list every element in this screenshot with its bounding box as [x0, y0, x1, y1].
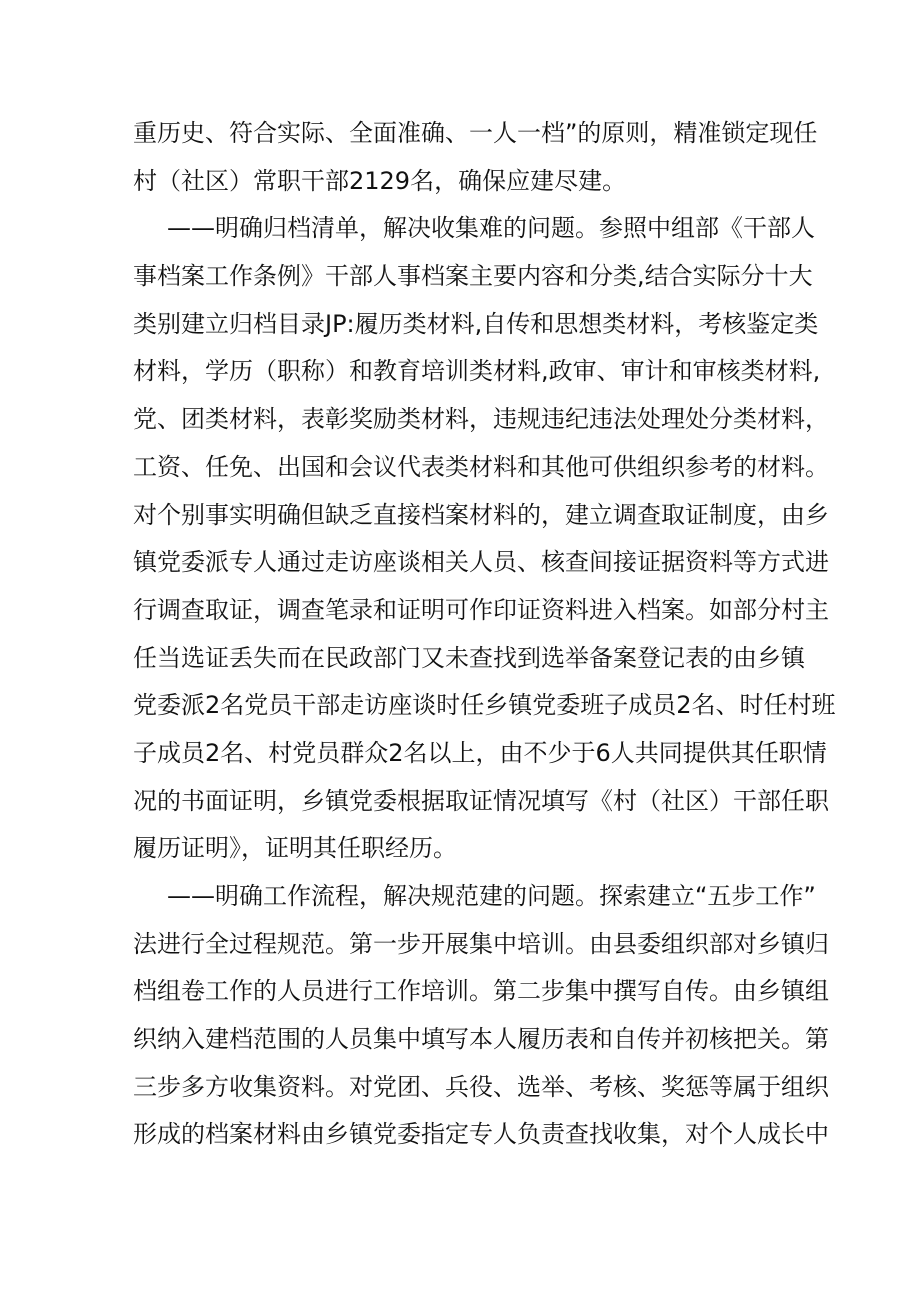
- text-line: 党、团类材料，表彰奖励类材料，违规违纪违法处理处分类材料，: [133, 405, 829, 434]
- text-line: 事档案工作条例》干部人事档案主要内容和分类,结合实际分十大: [133, 262, 813, 291]
- text-line: 工资、任免、出国和会议代表类材料和其他可供组织参考的材料。: [133, 452, 829, 481]
- text-line: 村（社区）常职干部2129名，确保应建尽建。: [133, 166, 627, 195]
- text-line: 镇党委派专人通过走访座谈相关人员、核查间接证据资料等方式进: [133, 548, 829, 577]
- text-line: 行调查取证，调查笔录和证明可作印证资料进入档案。如部分村主: [133, 595, 829, 624]
- text-line: 对个别事实明确但缺乏直接档案材料的，建立调查取证制度，由乡: [133, 500, 829, 529]
- text-line: ——明确工作流程，解决规范建的问题。探索建立“五步工作”: [167, 882, 816, 910]
- text-line: 档组卷工作的人员进行工作培训。第二步集中撰写自传。由乡镇组: [133, 977, 829, 1006]
- text-line: ——明确归档清单，解决收集难的问题。参照中组部《干部人: [167, 214, 815, 243]
- text-line: 织纳入建档范围的人员集中填写本人履历表和自传并初核把关。第: [133, 1025, 829, 1054]
- text-line: 法进行全过程规范。第一步开展集中培训。由县委组织部对乡镇归: [133, 929, 829, 958]
- text-line: 形成的档案材料由乡镇党委指定专人负责查找收集，对个人成长中: [133, 1120, 829, 1149]
- text-line: 三步多方收集资料。对党团、兵役、选举、考核、奖惩等属于组织: [133, 1072, 829, 1101]
- body-text: [133, 110, 836, 1159]
- text-line: 履历证明》，证明其任职经历。: [133, 834, 457, 863]
- text-line: 重历史、符合实际、全面准确、一人一档”的原则，精准锁定现任: [133, 119, 818, 147]
- text-line: 材料，学历（职称）和教育培训类材料,政审、审计和审核类材料,: [133, 357, 821, 386]
- text-line: 子成员2名、村党员群众2名以上，由不少于6人共同提供其任职情: [133, 738, 827, 767]
- text-line: 况的书面证明，乡镇党委根据取证情况填写《村（社区）干部任职: [133, 786, 829, 815]
- text-line: 类别建立归档目录JP:履历类材料,自传和思想类材料，考核鉴定类: [133, 309, 819, 338]
- text-line: 任当选证丢失而在民政部门又未查找到选举备案登记表的由乡镇: [133, 643, 805, 672]
- text-line: 党委派2名党员干部走访座谈时任乡镇党委班子成员2名、时任村班: [133, 691, 836, 720]
